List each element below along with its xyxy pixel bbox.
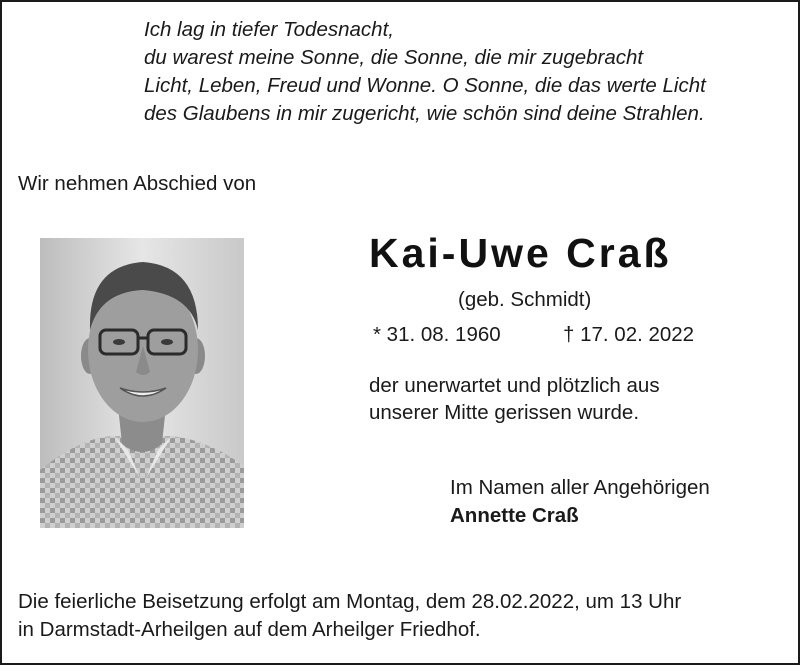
poem-line: des Glaubens in mir zugericht, wie schön sind deine Strahlen. bbox=[144, 102, 705, 125]
intro-text: Wir nehmen Abschied von bbox=[18, 172, 257, 195]
funeral-info bbox=[18, 588, 681, 644]
death-date: † 17. 02. 2022 bbox=[563, 323, 695, 346]
poem-line: Ich lag in tiefer Todesnacht, bbox=[144, 18, 394, 41]
funeral-line: in Darmstadt-Arheilgen auf dem Arheilger Friedhof. bbox=[18, 618, 481, 641]
poem-line: du warest meine Sonne, die Sonne, die mir zugebracht bbox=[144, 46, 644, 69]
funeral-line: Die feierliche Beisetzung erfolgt am Montag, dem 28.02.2022, um 13 Uhr bbox=[18, 590, 682, 613]
signoff-phrase: Im Namen aller Angehörigen bbox=[450, 476, 710, 499]
sentence-line: unserer Mitte gerissen wurde. bbox=[369, 401, 640, 424]
deceased-name: Kai-Uwe Craß bbox=[369, 230, 672, 276]
poem-line: Licht, Leben, Freud und Wonne. O Sonne, die das werte Licht bbox=[144, 74, 706, 97]
sentence-line: der unerwartet und plötzlich aus bbox=[369, 374, 660, 397]
signoff bbox=[450, 474, 710, 530]
memorial-sentence bbox=[369, 372, 660, 426]
portrait-photo bbox=[40, 238, 244, 528]
signer-name: Annette Craß bbox=[450, 504, 579, 527]
birth-name: (geb. Schmidt) bbox=[458, 288, 592, 311]
birth-date: * 31. 08. 1960 bbox=[373, 323, 501, 346]
poem bbox=[144, 16, 706, 128]
